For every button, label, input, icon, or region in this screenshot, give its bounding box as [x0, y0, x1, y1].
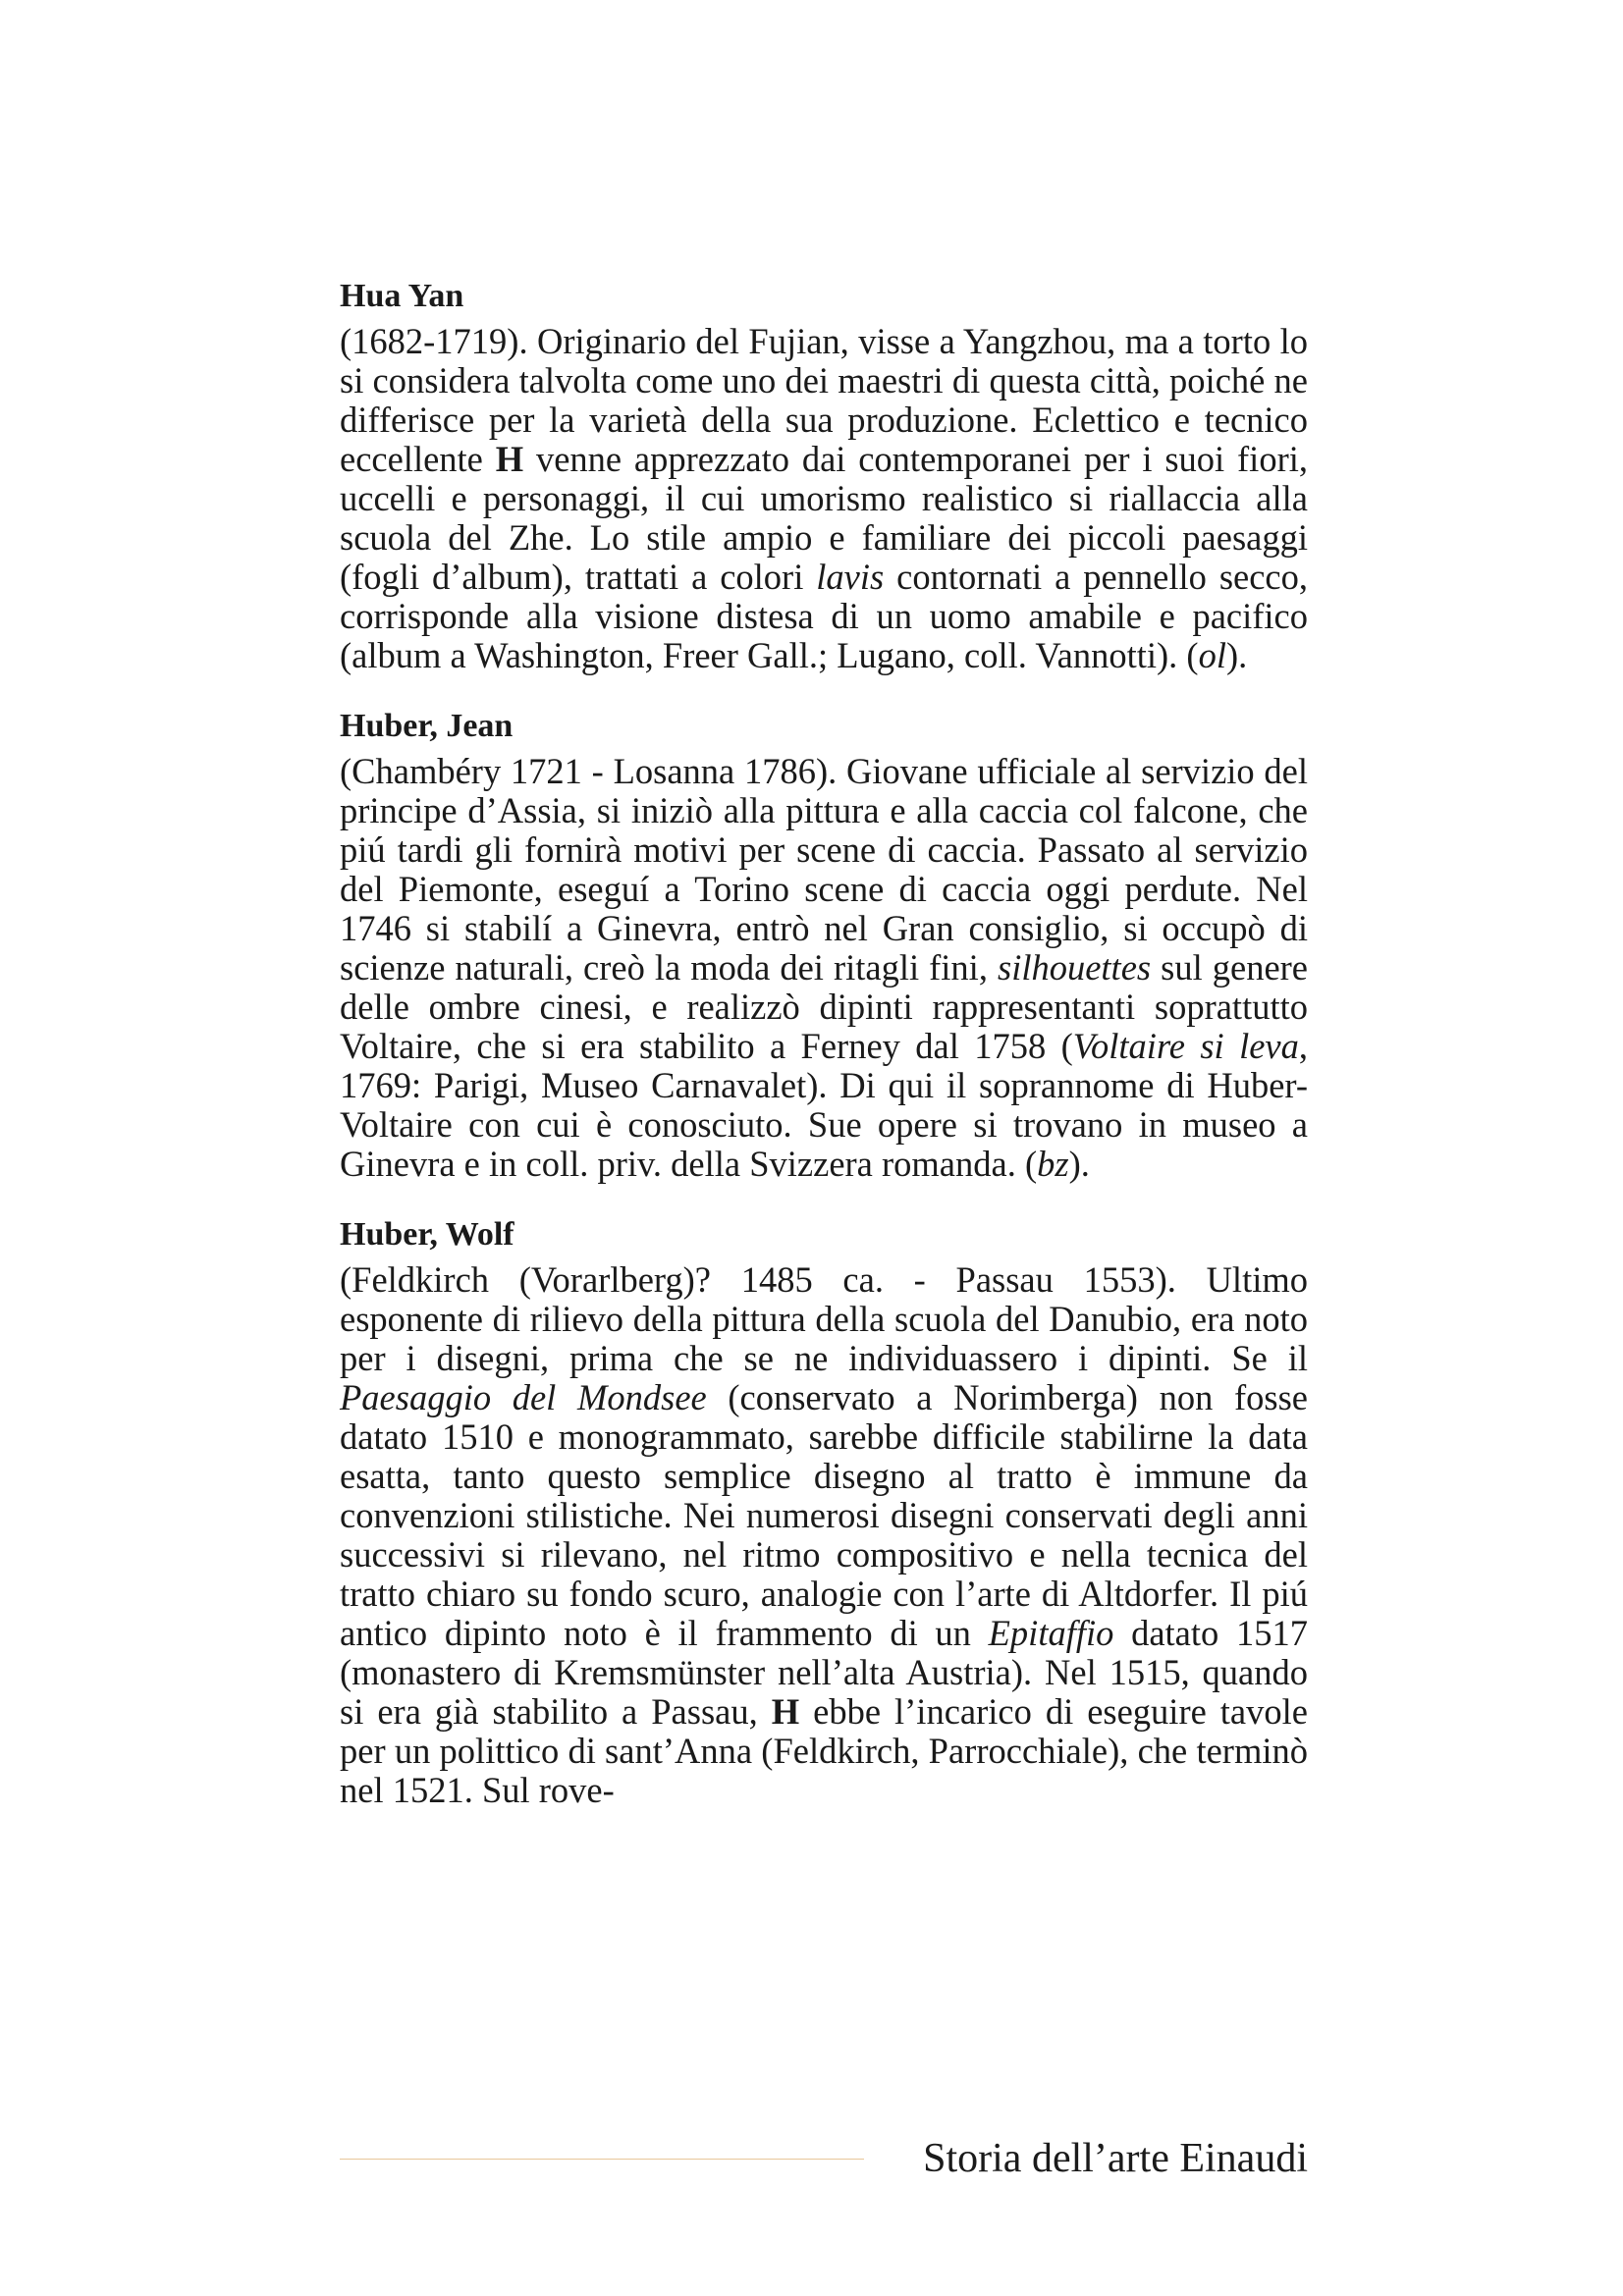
entry-title: Hua Yan — [340, 278, 464, 314]
entry-title: Huber, Jean — [340, 708, 514, 744]
entry-huber-jean — [340, 707, 1308, 1184]
entry-hua-yan — [340, 277, 1308, 675]
footer-title: Storia dell’arte Einaudi — [923, 2136, 1308, 2181]
entry-text: (Feldkirch (Vorarlberg)? 1485 ca. - Passau 1553). Ultimo esponente di rilievo della pittura della scuola del Danubio, era noto per i disegni, prima che se ne individuassero i dipinti. Se il Paesaggio del Mondsee (conservato a Norimberga) non fosse datato 1510 e monogrammato, sarebbe difficile stabilirne la data esatta, tanto questo semplice disegno al tratto è immune da convenzioni stilistiche. Nei numerosi disegni conservati degli anni successivi si rilevano, nel ritmo compositivo e nella tecnica del tratto chiaro su fondo scuro, analogie con l’arte di Altdorfer. Il piú antico dipinto noto è il frammento di un Epitaffio datato 1517 (monastero di Kremsmünster nell’alta Austria). Nel 1515, quando si era già stabilito a Passau, H ebbe l’incarico di eseguire tavole per un polittico di sant’Anna (Feldkirch, Parrocchiale), che terminò nel 1521. Sul rove- — [340, 1259, 1308, 1810]
entry-text: (Chambéry 1721 - Losanna 1786). Giovane ufficiale al servizio del principe d’Assia, si iniziò alla pittura e alla caccia col falcone, che piú tardi gli fornirà motivi per scene di caccia. Passato al servizio del Piemonte, eseguí a Torino scene di caccia oggi perdute. Nel 1746 si stabilí a Ginevra, entrò nel Gran consiglio, si occupò di scienze naturali, creò la moda dei ritagli fini, silhouettes sul genere delle ombre cinesi, e realizzò dipinti rappresentanti soprattutto Voltaire, che si era stabilito a Ferney dal 1758 (Voltaire si leva, 1769: Parigi, Museo Carnavalet). Di qui il soprannome di Huber-Voltaire con cui è conosciuto. Sue opere si trovano in museo a Ginevra e in coll. priv. della Svizzera romanda. (bz). — [340, 751, 1309, 1184]
footer-rule — [340, 2159, 864, 2160]
page-body — [340, 277, 1308, 1842]
entry-title: Huber, Wolf — [340, 1216, 514, 1253]
entry-text: (1682-1719). Originario del Fujian, visse a Yangzhou, ma a torto lo si considera talvolta come uno dei maestri di questa città, poiché ne differisce per la varietà della sua produzione. Eclettico e tecnico eccellente H venne apprezzato dai contemporanei per i suoi fiori, uccelli e personaggi, il cui umorismo realistico si riallaccia alla scuola del Zhe. Lo stile ampio e familiare dei piccoli paesaggi (fogli d’album), trattati a colori lavis contornati a pennello secco, corrisponde alla visione distesa di un uomo amabile e pacifico (album a Washington, Freer Gall.; Lugano, coll. Vannotti). (ol). — [340, 321, 1308, 675]
entry-huber-wolf — [340, 1215, 1308, 1810]
